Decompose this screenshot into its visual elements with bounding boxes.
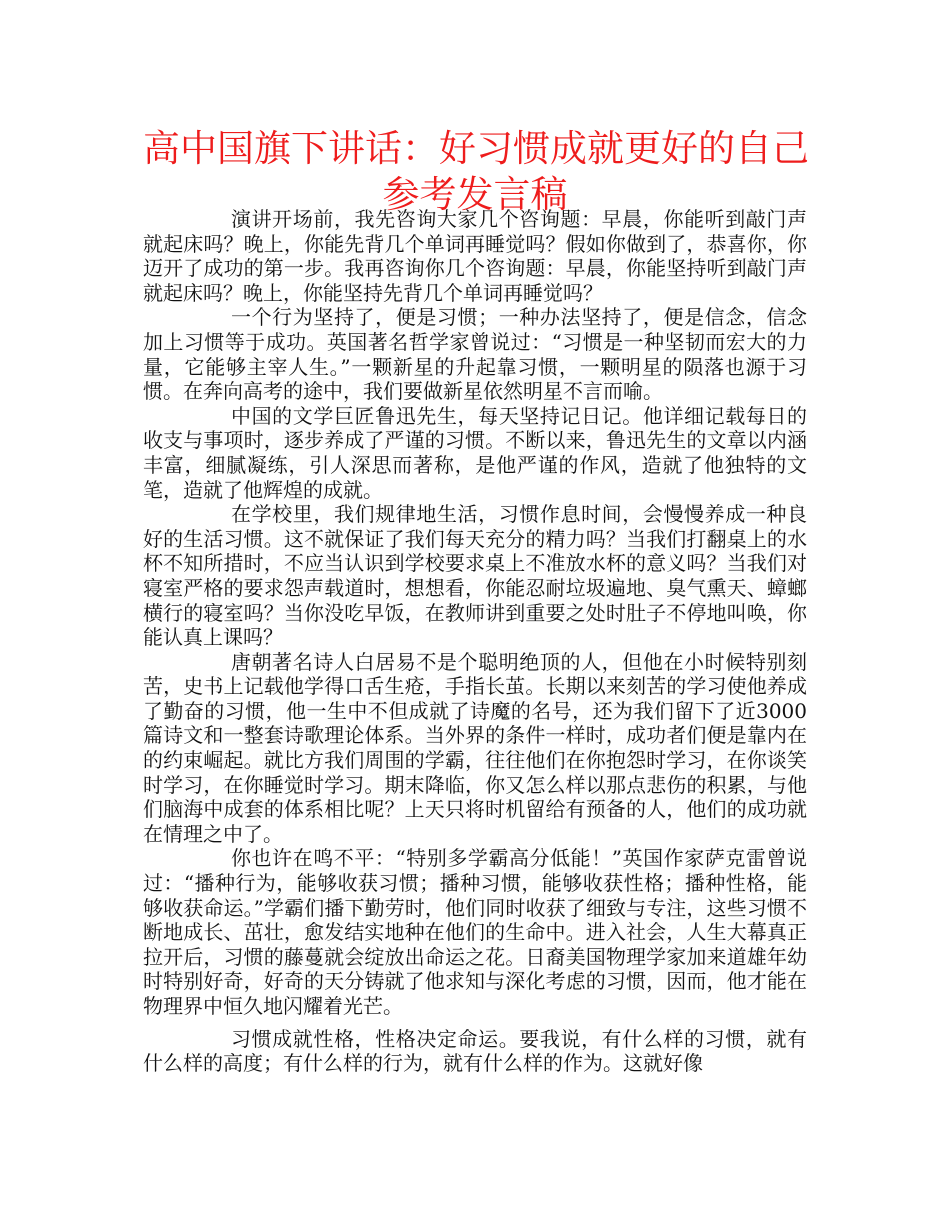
document-title-line-1: 高中国旗下讲话：好习惯成就更好的自己 bbox=[143, 127, 809, 170]
paragraph: 习惯成就性格，性格决定命运。要我说，有什么样的习惯，就有什么样的高度；有什么样的行为，就有什么样的作为。这就好像 bbox=[143, 1026, 807, 1076]
document-title-line-2: 参考发言稿 bbox=[382, 173, 568, 216]
paragraph: 唐朝著名诗人白居易不是个聪明绝顶的人，但他在小时候特别刻苦，史书上记载他学得口舌生疮，手指长茧。长期以来刻苦的学习使他养成了勤奋的习惯，他一生中不但成就了诗魔的名号，还为我们留下了近3000篇诗文和一整套诗歌理论体系。当外界的条件一样时，成功者们便是靠内在的约束崛起。就比方我们周围的学霸，往往他们在你抱怨时学习，在你谈笑时学习，在你睡觉时学习。期末降临，你又怎么样以那点悲伤的积累，与他们脑海中成套的体系相比呢？上天只将时机留给有预备的人，他们的成功就在情理之中了。 bbox=[143, 649, 807, 846]
paragraph: 在学校里，我们规律地生活，习惯作息时间，会慢慢养成一种良好的生活习惯。这不就保证了我们每天充分的精力吗？当我们打翻桌上的水杯不知所措时，不应当认识到学校要求桌上不准放水杯的意义吗？当我们对寝室严格的要求怨声载道时，想想看，你能忍耐垃圾遍地、臭气熏天、蟑螂横行的寝室吗？当你没吃早饭，在教师讲到重要之处时肚子不停地叫唤，你能认真上课吗？ bbox=[143, 502, 807, 650]
paragraph: 你也许在鸣不平：“特别多学霸高分低能！”英国作家萨克雷曾说过：“播种行为，能够收获习惯；播种习惯，能够收获性格；播种性格，能够收获命运。”学霸们播下勤劳时，他们同时收获了细致与专注，这些习惯不断地成长、茁壮，愈发结实地种在他们的生命中。进入社会，人生大幕真正拉开后，习惯的藤蔓就会绽放出命运之花。日裔美国物理学家加来道雄年幼时特别好奇，好奇的天分铸就了他求知与深化考虑的习惯，因而，他才能在物理界中恒久地闪耀着光芒。 bbox=[143, 846, 807, 1018]
paragraph: 一个行为坚持了，便是习惯；一种办法坚持了，便是信念，信念加上习惯等于成功。英国著名哲学家曾说过：“习惯是一种坚韧而宏大的力量，它能够主宰人生。”一颗新星的升起靠习惯，一颗明星的陨落也源于习惯。在奔向高考的途中，我们要做新星依然明星不言而喻。 bbox=[143, 305, 807, 404]
document-body bbox=[143, 207, 807, 1076]
paragraph: 演讲开场前，我先咨询大家几个咨询题：早晨，你能听到敲门声就起床吗？晚上，你能先背几个单词再睡觉吗？假如你做到了，恭喜你，你迈开了成功的第一步。我再咨询你几个咨询题：早晨，你能坚持听到敲门声就起床吗？晚上，你能坚持先背几个单词再睡觉吗？ bbox=[143, 207, 807, 305]
paragraph: 中国的文学巨匠鲁迅先生，每天坚持记日记。他详细记载每日的收支与事项时，逐步养成了严谨的习惯。不断以来，鲁迅先生的文章以内涵丰富，细腻凝练，引人深思而著称，是他严谨的作风，造就了他独特的文笔，造就了他辉煌的成就。 bbox=[143, 403, 807, 502]
